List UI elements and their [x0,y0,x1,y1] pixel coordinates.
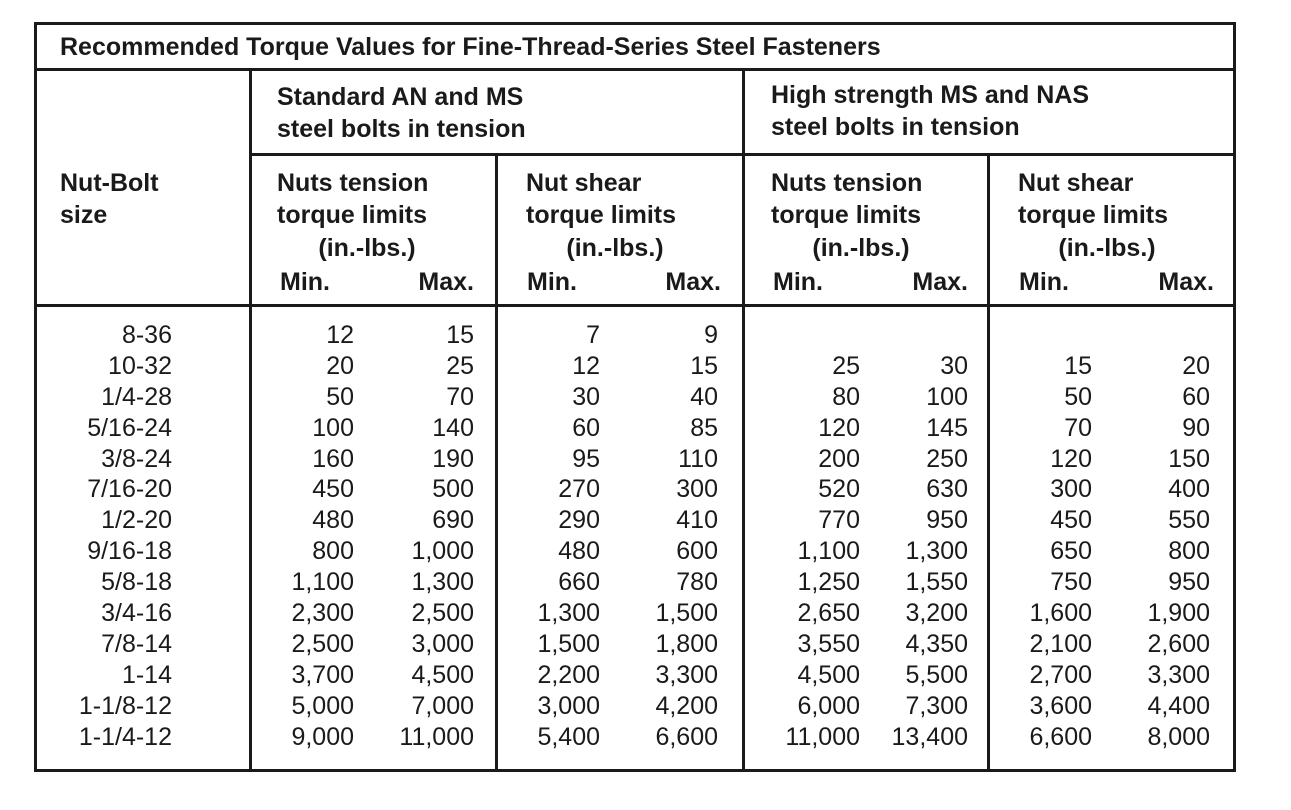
table-cell-hs-shear-min: 120 [1050,444,1092,473]
table-cell-std-tension-max: 25 [446,351,474,380]
table-cell-std-tension-max: 500 [432,475,474,504]
table-cell-hs-shear-min: 15 [1064,351,1092,380]
hs-tension-max-label: Max. [912,268,968,296]
table-cell-hs-shear-min: 750 [1050,568,1092,597]
table-cell-size: 1/2-20 [101,506,172,535]
table-cell-hs-tension-max: 1,550 [905,568,968,597]
table-cell-hs-shear-max [1120,320,1210,351]
std-tension-min-label: Min. [280,268,330,296]
hs-tension-min-label: Min. [773,268,823,296]
table-cell-hs-shear-min: 1,600 [1029,599,1092,628]
table-cell-std-tension-max: 15 [446,321,474,349]
table-cell-hs-tension-max: 4,350 [905,629,968,658]
table-cell-hs-tension-min: 2,650 [797,599,860,628]
std-tension-line1: Nuts tension [277,169,429,197]
hs-shear-min-label: Min. [1019,268,1069,296]
title-divider [34,68,1236,71]
hs-tension-min-column [760,320,860,752]
table-cell-std-tension-min: 100 [312,413,354,442]
table-cell-std-shear-min: 660 [558,568,600,597]
table-cell-hs-tension-max: 250 [926,444,968,473]
std-shear-max-label: Max. [665,268,721,296]
table-cell-std-tension-max: 1,000 [411,537,474,566]
hs-tension-units: (in.-lbs.) [812,234,910,262]
table-cell-std-shear-min: 60 [572,413,600,442]
table-cell-std-tension-max: 190 [432,444,474,473]
std-shear-max-column [630,320,718,752]
std-tension-max-column [370,320,474,752]
hs-shear-line2: torque limits [1018,201,1169,229]
table-cell-hs-shear-max: 950 [1168,568,1210,597]
table-cell-hs-tension-min: 6,000 [797,691,860,720]
table-cell-std-tension-min: 5,000 [291,691,354,720]
nut-bolt-header-line2: size [60,201,108,229]
table-cell-std-shear-min: 3,000 [537,691,600,720]
table-cell-hs-shear-max: 400 [1168,475,1210,504]
table-cell-hs-shear-max: 1,900 [1147,599,1210,628]
table-cell-std-shear-min: 270 [558,475,600,504]
group-divider [742,68,745,772]
table-cell-hs-shear-max: 3,300 [1147,660,1210,689]
header-body-divider [34,304,1236,307]
table-cell-hs-shear-min: 3,600 [1029,691,1092,720]
table-cell-hs-tension-max: 1,300 [905,537,968,566]
hs-shear-units: (in.-lbs.) [1058,234,1156,262]
table-cell-std-shear-min: 2,200 [537,660,600,689]
table-cell-std-tension-max: 4,500 [411,660,474,689]
table-title: Recommended Torque Values for Fine-Thread-Series Steel Fasteners [60,33,881,61]
table-cell-std-tension-max: 11,000 [399,722,474,751]
std-tension-line2: torque limits [277,201,428,229]
hs-tension-line2: torque limits [771,201,922,229]
table-cell-hs-tension-min: 1,250 [797,568,860,597]
std-shear-header [526,167,676,231]
table-cell-hs-shear-min [1010,320,1092,351]
table-cell-hs-shear-min: 300 [1050,475,1092,504]
table-cell-std-tension-max: 3,000 [411,629,474,658]
table-cell-hs-tension-max: 145 [926,413,968,442]
table-cell-std-shear-min: 7 [586,321,600,349]
table-cell-hs-tension-min: 25 [832,351,860,380]
table-cell-hs-tension-max: 13,400 [891,722,968,751]
table-cell-size: 9/16-18 [87,537,172,566]
table-cell-hs-tension-max: 630 [926,475,968,504]
table-cell-hs-tension-min: 3,550 [797,629,860,658]
table-cell-hs-tension-max: 30 [940,351,968,380]
table-cell-std-tension-min: 3,700 [291,660,354,689]
table-cell-std-tension-max: 7,000 [411,691,474,720]
nut-bolt-size-header [60,167,159,231]
table-cell-std-tension-min: 2,500 [291,629,354,658]
table-cell-hs-shear-max: 800 [1168,537,1210,566]
table-cell-hs-shear-min: 50 [1064,382,1092,411]
table-cell-hs-tension-min: 770 [818,506,860,535]
table-cell-hs-shear-min: 450 [1050,506,1092,535]
std-shear-min-label: Min. [527,268,577,296]
table-cell-std-shear-max: 780 [676,568,718,597]
table-cell-std-shear-min: 290 [558,506,600,535]
table-cell-hs-tension-min: 1,100 [797,537,860,566]
table-cell-hs-shear-min: 2,700 [1029,660,1092,689]
table-cell-hs-tension-min: 200 [818,444,860,473]
std-tension-units: (in.-lbs.) [318,234,416,262]
table-cell-std-shear-min: 30 [572,382,600,411]
table-cell-std-shear-max: 1,500 [655,599,718,628]
std-shear-units: (in.-lbs.) [566,234,664,262]
table-cell-std-tension-min: 2,300 [291,599,354,628]
table-cell-hs-shear-min: 6,600 [1029,722,1092,751]
table-cell-size: 5/16-24 [87,413,172,442]
table-cell-hs-shear-max: 4,400 [1147,691,1210,720]
table-cell-hs-tension-max [868,320,968,351]
table-cell-size: 1-14 [121,660,172,689]
table-cell-hs-tension-max: 5,500 [905,660,968,689]
table-cell-std-tension-min: 160 [312,444,354,473]
table-cell-size: 5/8-18 [101,568,172,597]
table-cell-hs-tension-min: 80 [832,382,860,411]
high-strength-group-line1: High strength MS and NAS [771,81,1090,109]
table-cell-std-tension-min: 480 [312,506,354,535]
size-column-divider [249,68,252,772]
table-cell-std-shear-max: 85 [690,413,718,442]
standard-group-line2: steel bolts in tension [277,115,526,143]
table-cell-std-tension-min: 450 [312,475,354,504]
table-cell-hs-shear-min: 650 [1050,537,1092,566]
hs-shear-header [1018,167,1168,231]
table-cell-size: 7/8-14 [101,629,172,658]
size-column [60,320,172,752]
high-strength-group-header [771,79,1089,143]
std-tension-max-label: Max. [418,268,474,296]
std-tension-min-column [270,320,354,752]
table-cell-hs-tension-max: 3,200 [905,599,968,628]
table-cell-size: 10-32 [108,351,172,380]
table-cell-hs-shear-max: 8,000 [1147,722,1210,751]
table-cell-size: 1-1/8-12 [78,691,172,720]
table-cell-std-tension-min: 9,000 [291,722,354,751]
table-cell-std-shear-max: 9 [704,321,718,349]
table-cell-hs-tension-max: 7,300 [905,691,968,720]
table-cell-hs-tension-max: 950 [926,506,968,535]
table-cell-std-shear-min: 12 [572,351,600,380]
table-cell-hs-shear-max: 90 [1182,413,1210,442]
table-cell-std-tension-min: 50 [326,382,354,411]
table-cell-hs-tension-max: 100 [926,382,968,411]
table-cell-std-shear-max: 110 [678,444,718,473]
table-cell-std-shear-min: 480 [558,537,600,566]
table-cell-std-shear-max: 410 [676,506,718,535]
std-tension-header [277,167,428,231]
table-cell-std-shear-max: 6,600 [655,722,718,751]
table-cell-size: 8-36 [121,321,172,349]
std-shear-line1: Nut shear [526,169,642,197]
table-cell-std-tension-max: 1,300 [411,568,474,597]
table-cell-std-tension-min: 20 [326,351,354,380]
table-cell-std-tension-max: 140 [432,413,474,442]
standard-group-header [277,81,526,145]
hs-subcolumn-divider [987,153,990,772]
table-cell-hs-tension-min [760,320,860,351]
table-cell-hs-tension-min: 120 [818,413,860,442]
table-cell-hs-shear-max: 150 [1168,444,1210,473]
table-cell-hs-shear-max: 60 [1182,382,1210,411]
table-cell-hs-shear-max: 20 [1182,351,1210,380]
table-cell-hs-shear-min: 70 [1064,413,1092,442]
hs-tension-header [771,167,922,231]
table-cell-std-shear-max: 40 [690,382,718,411]
table-cell-size: 1/4-28 [101,382,172,411]
table-cell-std-tension-max: 690 [432,506,474,535]
table-cell-size: 3/8-24 [101,444,172,473]
hs-shear-min-column [1010,320,1092,752]
table-cell-std-tension-min: 1,100 [291,568,354,597]
table-cell-hs-shear-max: 2,600 [1147,629,1210,658]
table-cell-std-shear-min: 5,400 [537,722,600,751]
table-cell-hs-tension-min: 520 [818,475,860,504]
hs-tension-max-column [868,320,968,752]
table-cell-std-shear-max: 1,800 [655,629,718,658]
table-cell-std-shear-max: 600 [676,537,718,566]
table-cell-std-shear-min: 1,300 [537,599,600,628]
std-shear-line2: torque limits [526,201,677,229]
std-shear-min-column [510,320,600,752]
table-cell-std-tension-min: 800 [312,537,354,566]
std-subcolumn-divider [495,153,498,772]
table-cell-std-shear-min: 1,500 [537,629,600,658]
table-cell-std-shear-max: 300 [676,475,718,504]
table-cell-std-tension-max: 70 [446,382,474,411]
table-cell-hs-shear-min: 2,100 [1029,629,1092,658]
table-cell-size: 3/4-16 [101,599,172,628]
high-strength-group-line2: steel bolts in tension [771,113,1020,141]
table-cell-std-shear-max: 4,200 [655,691,718,720]
table-cell-hs-shear-max: 550 [1168,506,1210,535]
table-cell-size: 7/16-20 [87,475,172,504]
table-cell-hs-tension-min: 4,500 [797,660,860,689]
hs-tension-line1: Nuts tension [771,169,923,197]
table-cell-std-shear-max: 3,300 [655,660,718,689]
table-cell-std-tension-min: 12 [326,321,354,349]
table-cell-std-shear-max: 15 [690,351,718,380]
nut-bolt-header-line1: Nut-Bolt [60,169,159,197]
hs-shear-max-label: Max. [1158,268,1214,296]
table-cell-size: 1-1/4-12 [78,722,172,751]
table-cell-hs-tension-min: 11,000 [785,722,860,751]
hs-shear-line1: Nut shear [1018,169,1134,197]
hs-shear-max-column [1120,320,1210,752]
table-cell-std-tension-max: 2,500 [411,599,474,628]
table-cell-std-shear-min: 95 [572,444,600,473]
standard-group-line1: Standard AN and MS [277,83,524,111]
